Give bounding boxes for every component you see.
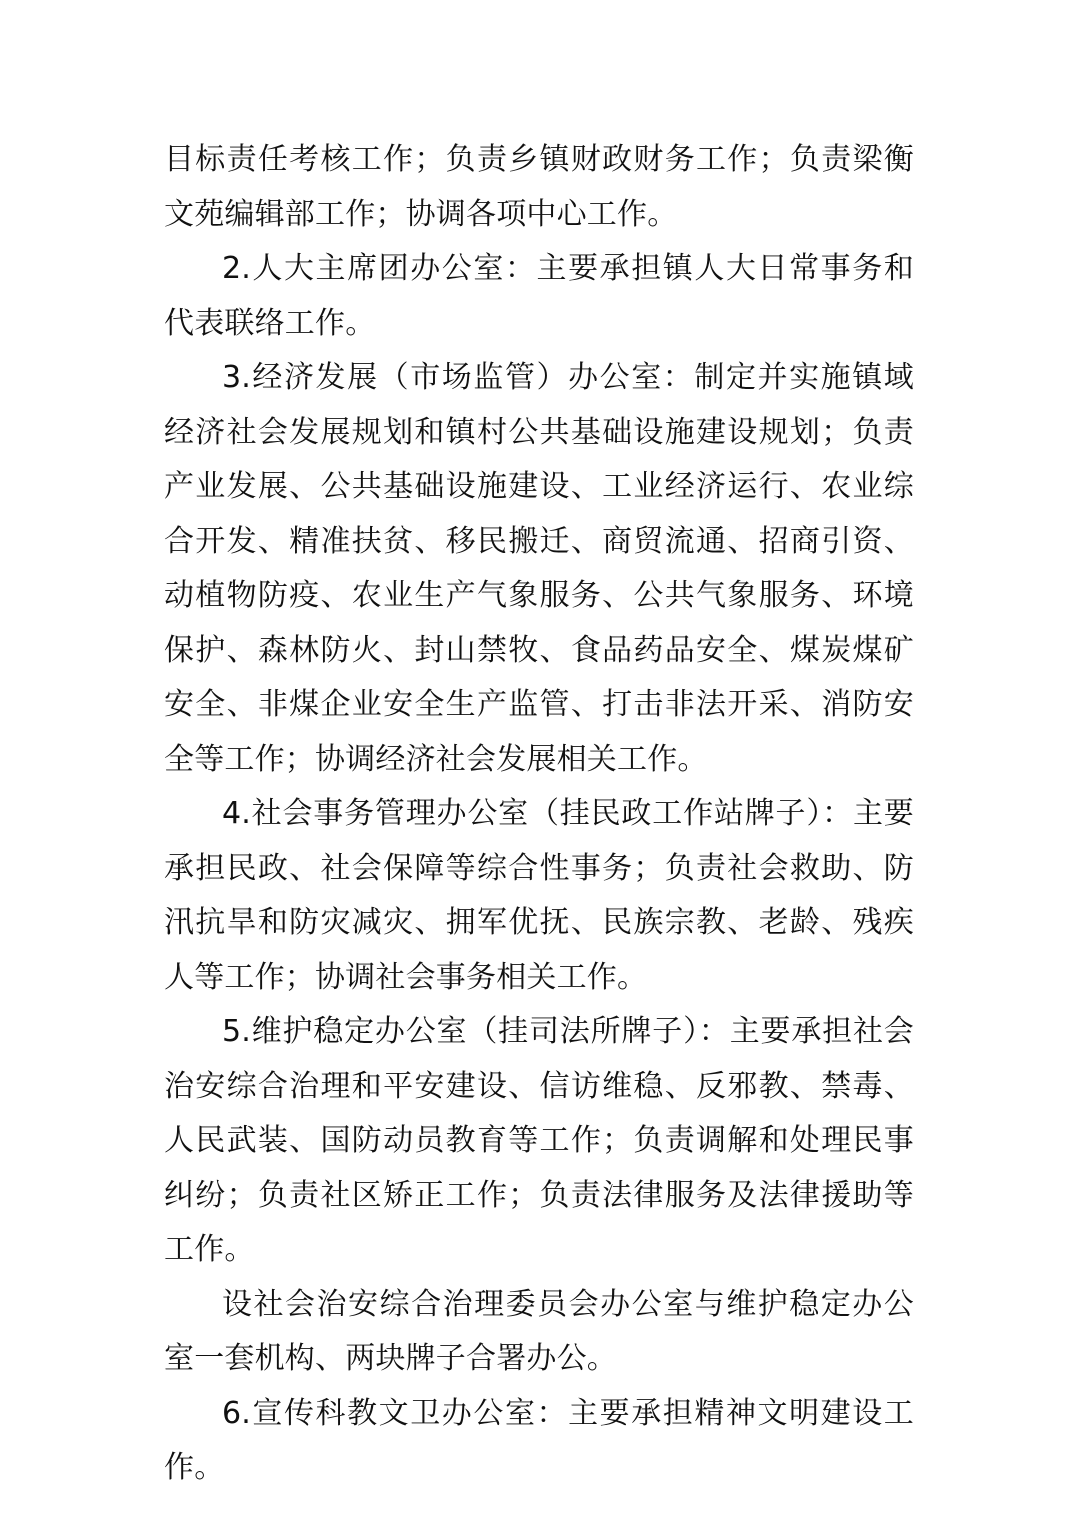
document-body (164, 133, 914, 1496)
paragraph-continuation: 目标责任考核工作；负责乡镇财政财务工作；负责梁衡文苑编辑部工作；协调各项中心工作。 (164, 142, 914, 232)
paragraph-item-3: 3.经济发展（市场监管）办公室：制定并实施镇域经济社会发展规划和镇村公共基础设施建设规划；负责产业发展、公共基础设施建设、工业经济运行、农业综合开发、精准扶贫、移民搬迁、商贸流通、招商引资、动植物防疫、农业生产气象服务、公共气象服务、环境保护、森林防火、封山禁牧、食品药品安全、煤炭煤矿安全、非煤企业安全生产监管、打击非法开采、消防安全等工作；协调经济社会发展相关工作。 (164, 360, 914, 777)
paragraph-item-2: 2.人大主席团办公室：主要承担镇人大日常事务和代表联络工作。 (164, 251, 914, 341)
paragraph-item-6: 6.宣传科教文卫办公室：主要承担精神文明建设工作。 (164, 1395, 914, 1485)
paragraph-note: 设社会治安综合治理委员会办公室与维护稳定办公室一套机构、两块牌子合署办公。 (164, 1286, 914, 1376)
paragraph-item-5: 5.维护稳定办公室（挂司法所牌子）：主要承担社会治安综合治理和平安建设、信访维稳、反邪教、禁毒、人民武装、国防动员教育等工作；负责调解和处理民事纠纷；负责社区矫正工作；负责法律服务及法律援助等工作。 (164, 1014, 914, 1267)
paragraph-item-4: 4.社会事务管理办公室（挂民政工作站牌子）：主要承担民政、社会保障等综合性事务；负责社会救助、防汛抗旱和防灾减灾、拥军优抚、民族宗教、老龄、残疾人等工作；协调社会事务相关工作。 (164, 796, 914, 995)
